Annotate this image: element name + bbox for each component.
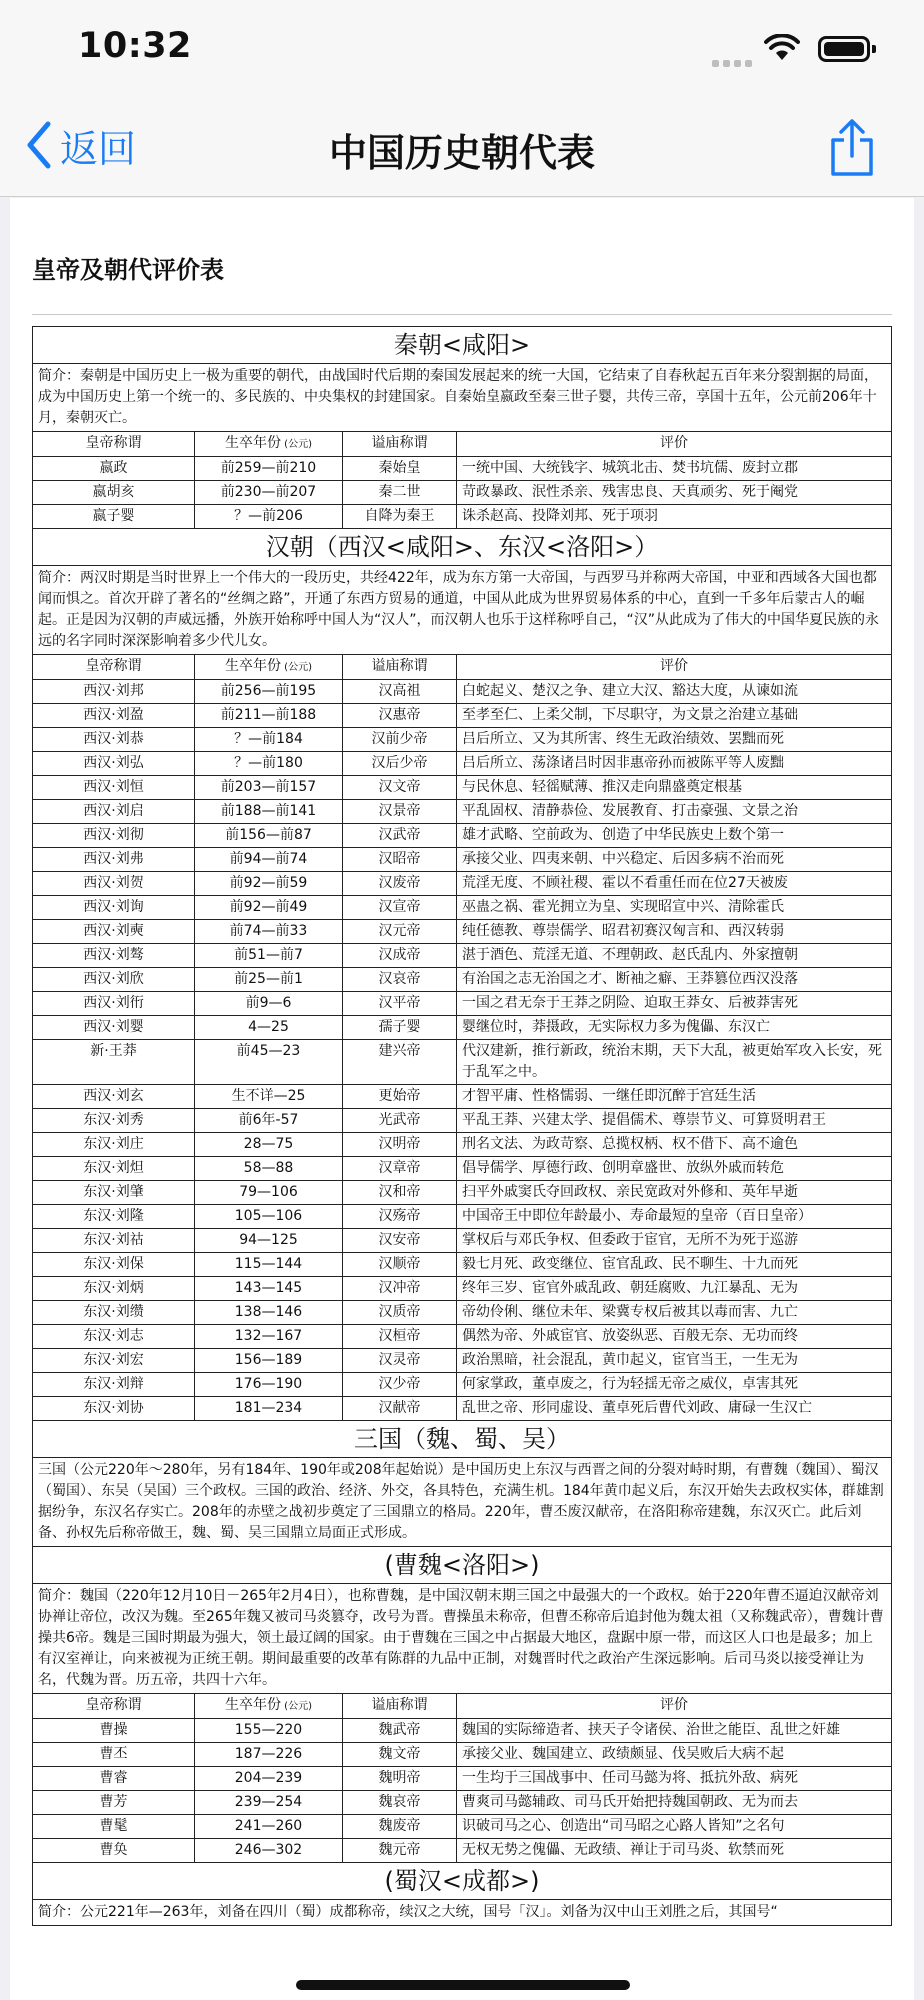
emperor-name-cell: 西汉·刘婴 [33,1016,195,1040]
dynasty-title-row [33,1421,892,1458]
emperor-name-cell: 东汉·刘缵 [33,1301,195,1325]
dynasty-intro: 简介：公元221年—263年，刘备在四川（蜀）成都称帝，续汉之大统，国号「汉」。刘备为汉中山王刘胜之后，其国号“ [33,1900,892,1926]
back-label: 返回 [60,126,137,171]
emperor-name-cell: 东汉·刘辩 [33,1373,195,1397]
emperor-name-cell: 曹髦 [33,1815,195,1839]
years-cell: 前211—前188 [195,704,343,728]
temple-name-cell: 更始帝 [343,1085,457,1109]
dynasty-title: (蜀汉<成都>) [33,1863,892,1900]
table-row [33,1743,892,1767]
years-cell: 前6年-57 [195,1109,343,1133]
column-header-evaluation: 评价 [457,1694,892,1719]
table-row [33,481,892,505]
years-cell: 132—167 [195,1325,343,1349]
navigation-bar [0,100,924,197]
table-row [33,800,892,824]
status-bar [0,0,924,100]
temple-name-cell: 建兴帝 [343,1040,457,1085]
dynasty-intro-row [33,1900,892,1926]
emperor-name-cell: 西汉·刘衎 [33,992,195,1016]
evaluation-cell: 承接父业、魏国建立、政绩颇显、伐吴败后大病不起 [457,1743,892,1767]
dynasty-title-row [33,327,892,364]
table-row [33,1133,892,1157]
dynasty-title: 汉朝（西汉<咸阳>、东汉<洛阳>） [33,529,892,566]
temple-name-cell: 汉前少帝 [343,728,457,752]
evaluation-cell: 至孝至仁、上柔父制，下尽职守，为文景之治建立基础 [457,704,892,728]
temple-name-cell: 魏废帝 [343,1815,457,1839]
temple-name-cell: 汉殇帝 [343,1205,457,1229]
emperor-name-cell: 东汉·刘肇 [33,1181,195,1205]
emperor-name-cell: 东汉·刘秀 [33,1109,195,1133]
years-cell: 前9—6 [195,992,343,1016]
table-row [33,1791,892,1815]
evaluation-cell: 荒淫无度、不顾社稷、霍以不看重任而在位27天被废 [457,872,892,896]
evaluation-cell: 纯任德教、尊崇儒学、昭君初赛汉匈言和、西汉转弱 [457,920,892,944]
temple-name-cell: 汉灵帝 [343,1349,457,1373]
table-row [33,848,892,872]
emperor-name-cell: 东汉·刘隆 [33,1205,195,1229]
years-cell: 前51—前7 [195,944,343,968]
dynasty-title-row [33,1547,892,1584]
years-cell: 79—106 [195,1181,343,1205]
evaluation-cell: 一国之君无奈于王莽之阴险、迫取王莽女、后被莽害死 [457,992,892,1016]
column-header-evaluation: 评价 [457,432,892,457]
years-cell: 187—226 [195,1743,343,1767]
evaluation-cell: 白蛇起义、楚汉之争、建立大汉、豁达大度，从谏如流 [457,680,892,704]
years-cell: 前156—前87 [195,824,343,848]
years-cell: 105—106 [195,1205,343,1229]
emperor-name-cell: 西汉·刘启 [33,800,195,824]
dynasty-intro-row [33,1458,892,1547]
evaluation-cell: 诛杀赵高、投降刘邦、死于项羽 [457,505,892,529]
page-title: 中国历史朝代表 [328,131,595,175]
table-row [33,704,892,728]
evaluation-cell: 识破司马之心、创造出“司马昭之心路人皆知”之名句 [457,1815,892,1839]
temple-name-cell: 魏元帝 [343,1839,457,1863]
years-cell: 246—302 [195,1839,343,1863]
evaluation-cell: 代汉建新，推行新政，统治末期，天下大乱，被更始军攻入长安，死于乱军之中。 [457,1040,892,1085]
emperor-name-cell: 西汉·刘彻 [33,824,195,848]
years-cell: 176—190 [195,1373,343,1397]
emperor-name-cell: 嬴子婴 [33,505,195,529]
emperor-name-cell: 东汉·刘志 [33,1325,195,1349]
temple-name-cell: 汉明帝 [343,1133,457,1157]
column-header-years [195,1694,343,1719]
evaluation-cell: 才智平庸、性格懦弱、一继任即沉醉于宫廷生活 [457,1085,892,1109]
evaluation-cell: 苛政暴政、泯性杀亲、残害忠良、天真顽劣、死于阉党 [457,481,892,505]
temple-name-cell: 汉昭帝 [343,848,457,872]
temple-name-cell: 汉和帝 [343,1181,457,1205]
emperor-name-cell: 曹丕 [33,1743,195,1767]
temple-name-cell: 汉元帝 [343,920,457,944]
temple-name-cell: 汉景帝 [343,800,457,824]
dynasty-title: (曹魏<洛阳>) [33,1547,892,1584]
emperor-name-cell: 东汉·刘宏 [33,1349,195,1373]
evaluation-cell: 雄才武略、空前政为、创造了中华民族史上数个第一 [457,824,892,848]
years-cell: 143—145 [195,1277,343,1301]
evaluation-cell: 倡导儒学、厚德行政、创明章盛世、放纵外戚而转危 [457,1157,892,1181]
years-cell: 前25—前1 [195,968,343,992]
years-cell: 前74—前33 [195,920,343,944]
temple-name-cell: 汉少帝 [343,1373,457,1397]
home-indicator [296,1980,630,1990]
table-row [33,1016,892,1040]
battery-icon [818,36,870,62]
years-cell: ？—前184 [195,728,343,752]
table-row [33,1085,892,1109]
years-cell: 58—88 [195,1157,343,1181]
evaluation-cell: 吕后所立、荡涤诸吕时因非惠帝孙而被陈平等人废黜 [457,752,892,776]
table-row [33,1181,892,1205]
column-header-evaluation: 评价 [457,655,892,680]
temple-name-cell: 汉文帝 [343,776,457,800]
emperor-name-cell: 东汉·刘庄 [33,1133,195,1157]
column-header-years [195,655,343,680]
table-row [33,944,892,968]
evaluation-cell: 承接父业、四夷来朝、中兴稳定、后因多病不治而死 [457,848,892,872]
table-row [33,824,892,848]
years-cell: 156—189 [195,1349,343,1373]
temple-name-cell: 汉宣帝 [343,896,457,920]
temple-name-cell: 光武帝 [343,1109,457,1133]
dynasty-intro-row [33,1584,892,1694]
years-cell: 204—239 [195,1767,343,1791]
emperor-name-cell: 嬴胡亥 [33,481,195,505]
temple-name-cell: 汉惠帝 [343,704,457,728]
years-cell: 155—220 [195,1719,343,1743]
temple-name-cell: 汉安帝 [343,1229,457,1253]
years-cell: 115—144 [195,1253,343,1277]
emperor-name-cell: 曹操 [33,1719,195,1743]
years-cell: 94—125 [195,1229,343,1253]
table-row [33,1277,892,1301]
table-row [33,1349,892,1373]
temple-name-cell: 汉武帝 [343,824,457,848]
web-content[interactable] [10,198,914,2000]
column-header-temple-name: 谥庙称谓 [343,432,457,457]
table-row [33,920,892,944]
emperor-name-cell: 西汉·刘询 [33,896,195,920]
temple-name-cell: 汉平帝 [343,992,457,1016]
divider [32,314,892,315]
table-row [33,872,892,896]
dynasty-table [32,326,892,1926]
temple-name-cell: 汉桓帝 [343,1325,457,1349]
table-row [33,1205,892,1229]
evaluation-cell: 掌权后与邓氏争权、但委政于宦官，无所不为死于巡游 [457,1229,892,1253]
emperor-name-cell: 曹奂 [33,1839,195,1863]
temple-name-cell: 汉高祖 [343,680,457,704]
evaluation-cell: 与民休息、轻徭赋薄、推汉走向鼎盛奠定根基 [457,776,892,800]
dynasty-intro-row [33,364,892,432]
evaluation-cell: 平乱王莽、兴建太学、提倡儒术、尊崇节义、可算贤明君王 [457,1109,892,1133]
table-row [33,896,892,920]
evaluation-cell: 婴继位时，莽摄政，无实际权力多为傀儡、东汉亡 [457,1016,892,1040]
dynasty-intro: 三国（公元220年～280年，另有184年、190年或208年起始说）是中国历史上东汉与西晋之间的分裂对峙时期，有曹魏（魏国）、蜀汉（蜀国）、东吴（吴国）三个政权。三国的政治、经济、外交，各具特色，充满生机。184年黄巾起义后，东汉开始失去政权实体，群雄割据纷争，东汉名存实亡。208年的赤壁之战初步奠定了三国鼎立的格局。220年，曹丕废汉献帝，在洛阳称帝建魏，东汉灭亡。此后刘备、孙权先后称帝做王，魏、蜀、吴三国鼎立局面正式形成。 [33,1458,892,1547]
evaluation-cell: 湛于酒色、荒淫无道、不理朝政、赵氏乱内、外家擅朝 [457,944,892,968]
temple-name-cell: 汉质帝 [343,1301,457,1325]
dynasty-title-row [33,529,892,566]
page-heading: 皇帝及朝代评价表 [32,256,224,284]
emperor-name-cell: 西汉·刘玄 [33,1085,195,1109]
evaluation-cell: 平乱固权、清静恭俭、发展教育、打击豪强、文景之治 [457,800,892,824]
table-header-row [33,1694,892,1719]
table-row [33,1229,892,1253]
evaluation-cell: 终年三岁、宦官外戚乱政、朝廷腐败、九江暴乱、无为 [457,1277,892,1301]
evaluation-cell: 一统中国、大统钱字、城筑北击、焚书坑儒、废封立郡 [457,457,892,481]
years-cell: 241—260 [195,1815,343,1839]
temple-name-cell: 魏文帝 [343,1743,457,1767]
evaluation-cell: 扫平外戚窦氏夺回政权、亲民宽政对外修和、英年早逝 [457,1181,892,1205]
emperor-name-cell: 东汉·刘保 [33,1253,195,1277]
column-header-temple-name: 谥庙称谓 [343,655,457,680]
evaluation-cell: 偶然为帝、外戚宦官、放姿纵恶、百般无奈、无功而终 [457,1325,892,1349]
years-cell: ？—前180 [195,752,343,776]
table-row [33,1767,892,1791]
table-row [33,457,892,481]
years-cell: 前230—前207 [195,481,343,505]
emperor-name-cell: 东汉·刘炟 [33,1157,195,1181]
table-header-row [33,655,892,680]
wifi-icon [764,34,800,62]
table-row [33,1325,892,1349]
table-row [33,505,892,529]
column-header-temple-name: 谥庙称谓 [343,1694,457,1719]
table-row [33,1373,892,1397]
column-header-years-label: 生卒年份 [225,1697,281,1713]
column-header-years-unit: (公元) [281,439,312,450]
emperor-name-cell: 东汉·刘协 [33,1397,195,1421]
emperor-name-cell: 西汉·刘邦 [33,680,195,704]
column-header-years-unit: (公元) [281,1701,312,1712]
emperor-name-cell: 曹睿 [33,1767,195,1791]
table-row [33,1397,892,1421]
years-cell: 前203—前157 [195,776,343,800]
temple-name-cell: 魏明帝 [343,1767,457,1791]
column-header-emperor: 皇帝称谓 [33,655,195,680]
years-cell: 生不详—25 [195,1085,343,1109]
column-header-years-label: 生卒年份 [225,435,281,451]
emperor-name-cell: 西汉·刘盈 [33,704,195,728]
evaluation-cell: 曹爽司马懿辅政、司马氏开始把持魏国朝政、无为而去 [457,1791,892,1815]
years-cell: 前259—前210 [195,457,343,481]
years-cell: 138—146 [195,1301,343,1325]
table-row [33,680,892,704]
emperor-name-cell: 西汉·刘弗 [33,848,195,872]
status-time: 10:32 [78,26,192,66]
column-header-years-unit: (公元) [281,662,312,673]
dynasty-title-row [33,1863,892,1900]
evaluation-cell: 毅七月死、政变继位、宦官乱政、民不聊生、十九而死 [457,1253,892,1277]
years-cell: 4—25 [195,1016,343,1040]
dynasty-intro-row [33,566,892,655]
temple-name-cell: 汉顺帝 [343,1253,457,1277]
temple-name-cell: 汉冲帝 [343,1277,457,1301]
temple-name-cell: 汉章帝 [343,1157,457,1181]
table-row [33,1719,892,1743]
temple-name-cell: 秦始皇 [343,457,457,481]
temple-name-cell: 汉废帝 [343,872,457,896]
column-header-years-label: 生卒年份 [225,658,281,674]
years-cell: 28—75 [195,1133,343,1157]
temple-name-cell: 汉成帝 [343,944,457,968]
years-cell: 前256—前195 [195,680,343,704]
evaluation-cell: 乱世之帝、形同虚设、董卓死后曹代刘政、庸碌一生汉亡 [457,1397,892,1421]
emperor-name-cell: 西汉·刘欣 [33,968,195,992]
evaluation-cell: 何家掌政，董卓废之，行为轻揺无帝之威仪，卓害其死 [457,1373,892,1397]
dynasty-title: 三国（魏、蜀、吴） [33,1421,892,1458]
emperor-name-cell: 西汉·刘恒 [33,776,195,800]
table-row [33,1301,892,1325]
table-row [33,1839,892,1863]
emperor-name-cell: 西汉·刘骜 [33,944,195,968]
dynasty-title: 秦朝<咸阳> [33,327,892,364]
years-cell: 前45—23 [195,1040,343,1085]
years-cell: 前188—前141 [195,800,343,824]
evaluation-cell: 中国帝王中即位年龄最小、寿命最短的皇帝（百日皇帝） [457,1205,892,1229]
evaluation-cell: 有治国之志无治国之才、断袖之癖、王莽篡位西汉没落 [457,968,892,992]
evaluation-cell: 帝幼伶俐、继位未年、梁冀专权后被其以毒而害、九亡 [457,1301,892,1325]
years-cell: 前94—前74 [195,848,343,872]
emperor-name-cell: 西汉·刘贺 [33,872,195,896]
temple-name-cell: 秦二世 [343,481,457,505]
table-row [33,992,892,1016]
emperor-name-cell: 嬴政 [33,457,195,481]
table-row [33,776,892,800]
column-header-emperor: 皇帝称谓 [33,432,195,457]
years-cell: ？—前206 [195,505,343,529]
evaluation-cell: 吕后所立、又为其所害、终生无政治绩效、罢黜而死 [457,728,892,752]
table-row [33,968,892,992]
emperor-name-cell: 东汉·刘炳 [33,1277,195,1301]
dynasty-intro: 简介：秦朝是中国历史上一极为重要的朝代，由战国时代后期的秦国发展起来的统一大国，它结束了自春秋起五百年来分裂割据的局面，成为中国历史上第一个统一的、多民族的、中央集权的封建国家。自秦始皇嬴政至秦三世子婴，共传三帝，享国十五年，公元前206年十月，秦朝灭亡。 [33,364,892,432]
share-icon[interactable] [828,118,876,178]
table-row [33,1815,892,1839]
dynasty-intro: 简介：魏国（220年12月10日－265年2月4日），也称曹魏，是中国汉朝末期三国之中最强大的一个政权。始于220年曹丕逼迫汉献帝刘协禅让帝位，改汉为魏。至265年魏又被司马炎篡夺，改号为晋。曹操虽未称帝，但曹丕称帝后追封他为魏太祖（又称魏武帝），曹魏计曹操共6帝。魏是三国时期最为强大，领土最辽阔的国家。由于曹魏在三国之中占据最大地区，盘踞中原一带，而这区人口也是最多；加上有汉室禅让，向来被视为正统王朝。期间最重要的改革有陈群的九品中正制，对魏晋时代之政治产生深远影响。后司马炎以接受禅让为名，代魏为晋。历五帝，共四十六年。 [33,1584,892,1694]
evaluation-cell: 一生均于三国战事中、任司马懿为将、抵抗外敌、病死 [457,1767,892,1791]
emperor-name-cell: 曹芳 [33,1791,195,1815]
evaluation-cell: 巫蛊之祸、霍光拥立为皇、实现昭宣中兴、清除霍氏 [457,896,892,920]
temple-name-cell: 汉后少帝 [343,752,457,776]
evaluation-cell: 刑名文法、为政苛察、总揽权柄、权不借下、高不逾色 [457,1133,892,1157]
table-row [33,1109,892,1133]
evaluation-cell: 无权无势之傀儡、无政绩、禅让于司马炎、软禁而死 [457,1839,892,1863]
evaluation-cell: 政治黑暗，社会混乱，黄巾起义，宦官当王，一生无为 [457,1349,892,1373]
temple-name-cell: 汉献帝 [343,1397,457,1421]
dynasty-intro: 简介：两汉时期是当时世界上一个伟大的一段历史，共经422年，成为东方第一大帝国，与西罗马并称两大帝国，中亚和西域各大国也都闻而惧之。首次开辟了著名的“丝绸之路”，开通了东西方贸易的通道，中国从此成为世界贸易体系的中心，直到一千多年后蒙古人的崛起。正是因为汉朝的声威远播，外族开始称呼中国人为“汉人”，而汉朝人也乐于这样称呼自己，“汉”从此成为了伟大的中国华夏民族的永远的名字同时深深影响着多少代儿女。 [33,566,892,655]
temple-name-cell: 自降为秦王 [343,505,457,529]
evaluation-cell: 魏国的实际缔造者、挟天子令诸侯、治世之能臣、乱世之奸雄 [457,1719,892,1743]
table-row [33,1253,892,1277]
table-header-row [33,432,892,457]
years-cell: 前92—前59 [195,872,343,896]
emperor-name-cell: 东汉·刘祜 [33,1229,195,1253]
emperor-name-cell: 西汉·刘恭 [33,728,195,752]
years-cell: 前92—前49 [195,896,343,920]
table-row [33,1157,892,1181]
emperor-name-cell: 新·王莽 [33,1040,195,1085]
emperor-name-cell: 西汉·刘奭 [33,920,195,944]
temple-name-cell: 汉哀帝 [343,968,457,992]
temple-name-cell: 孺子婴 [343,1016,457,1040]
table-row [33,728,892,752]
table-row [33,752,892,776]
dynasty-table-container [32,326,891,1926]
temple-name-cell: 魏武帝 [343,1719,457,1743]
column-header-emperor: 皇帝称谓 [33,1694,195,1719]
cellular-signal-icon [712,52,756,71]
years-cell: 239—254 [195,1791,343,1815]
column-header-years [195,432,343,457]
temple-name-cell: 魏哀帝 [343,1791,457,1815]
emperor-name-cell: 西汉·刘弘 [33,752,195,776]
years-cell: 181—234 [195,1397,343,1421]
table-row [33,1040,892,1085]
